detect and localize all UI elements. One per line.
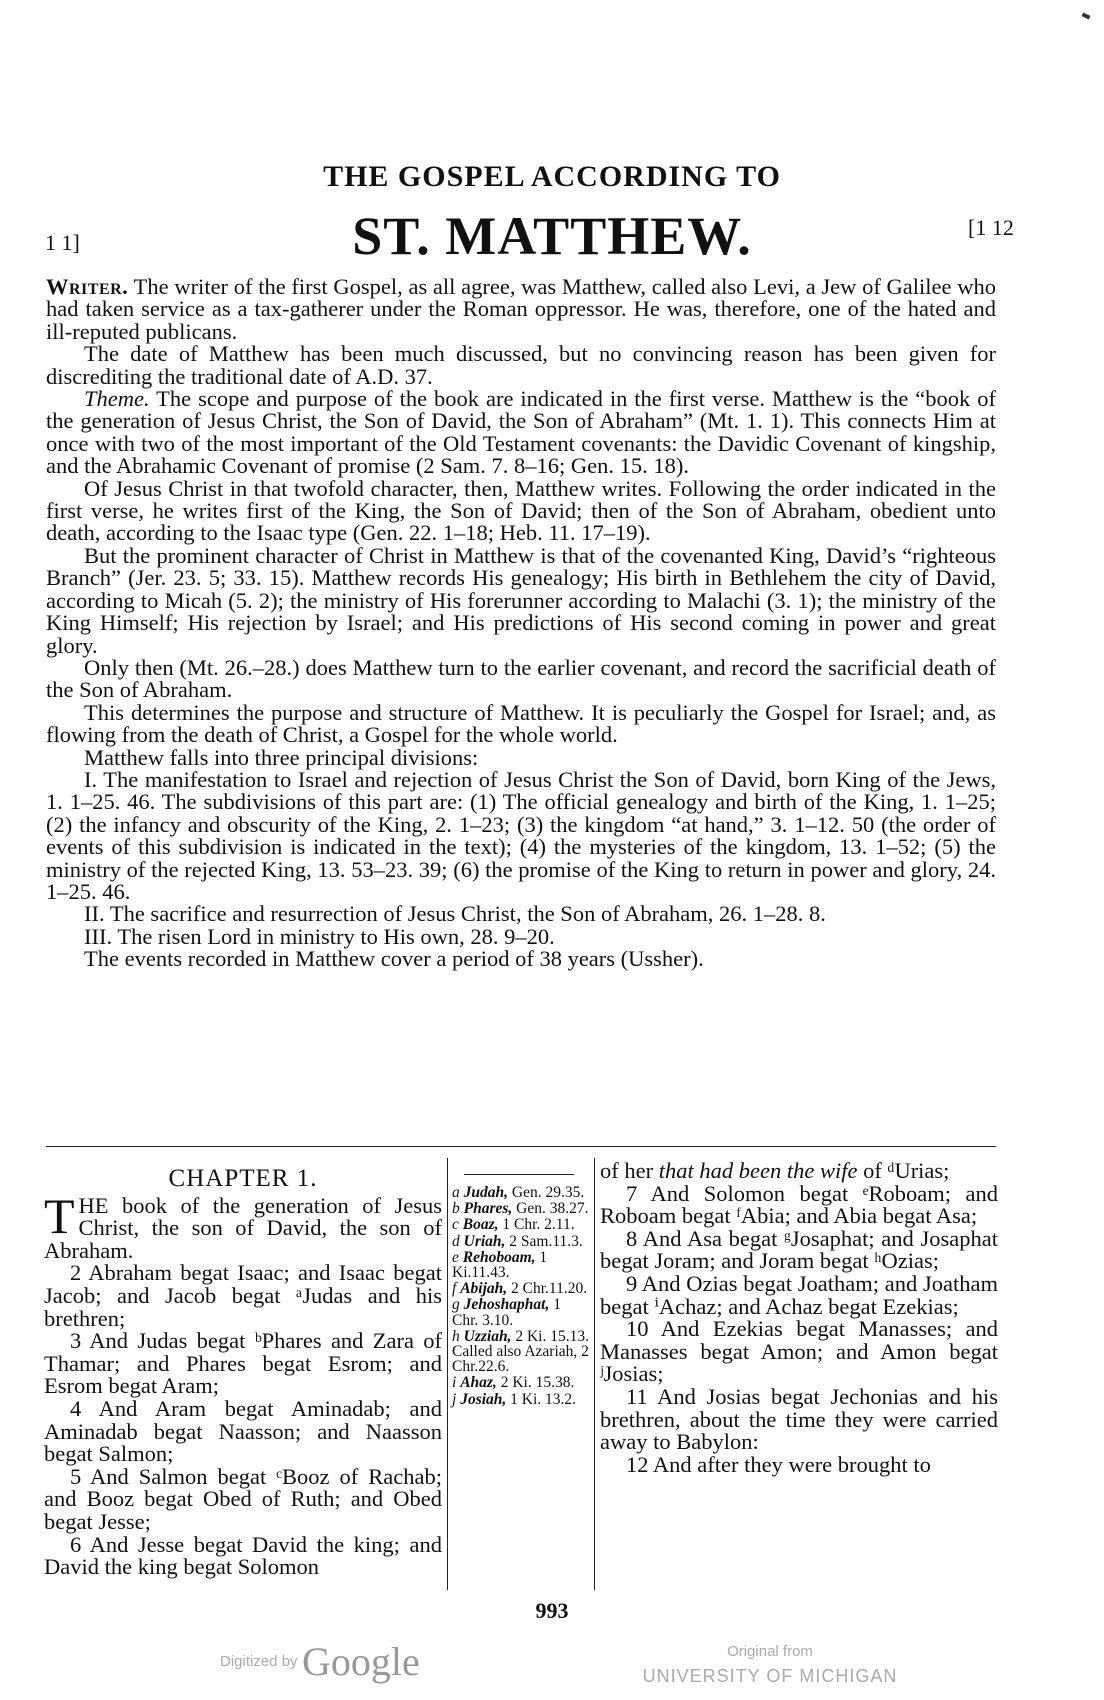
digitized-watermark (220, 1638, 420, 1685)
intro-paragraph: This determines the purpose and structure of Matthew. It is peculiarly the Gospel for Israel; and, as flowing from the death of Christ, a Gospel for the whole world. (46, 699, 996, 748)
note-marker: g (452, 1296, 460, 1314)
reference-note (452, 1281, 590, 1296)
scripture-column-right (600, 1160, 998, 1476)
reference-note (452, 1217, 590, 1232)
note-marker: c (452, 1216, 459, 1234)
book-title: ST. MATTHEW. (352, 206, 752, 266)
verse-5: 5 And Salmon begat ᶜBooz of Rachab; and Booz begat Obed of Ruth; and Obed begat Jesse; (44, 1463, 442, 1534)
header-ref-left: 1 1] (45, 230, 80, 255)
note-reference: 2 Ki. 15.13. Called also Azariah, 2 Chr.22.6. (452, 1327, 589, 1376)
note-name: Boaz, (462, 1216, 499, 1234)
note-reference: 1 Chr. 3.10. (452, 1296, 561, 1329)
note-marker: d (452, 1232, 460, 1250)
intro-writer (46, 276, 996, 343)
intro-paragraph: But the prominent character of Christ in Matthew is that of the covenanted King, David’s “righteous Branch” (Jer. 23. 5; 33. 15). Matthew records His genealogy; His birth in Bethlehem the city of David, according to Micah (5. 2); the ministry of His forerunner according to Malachi (3. 1); the ministry of the King Himself; His rejection by Israel; and His predictions of His second coming in power and great glory. (46, 542, 996, 658)
google-logo: Google (302, 1639, 420, 1684)
corner-mark (1082, 12, 1091, 19)
intro-paragraph: Only then (Mt. 26.–28.) does Matthew turn to the earlier covenant, and record the sacrificial death of the Son of Abraham. (46, 654, 996, 703)
theme-label: Theme. (84, 386, 150, 412)
reference-notes (452, 1185, 590, 1407)
note-reference: Gen. 38.27. (516, 1200, 589, 1218)
header-top-line: THE GOSPEL ACCORDING TO (323, 160, 781, 193)
note-marker: h (452, 1327, 460, 1345)
header-ref-right: [1 12 (968, 215, 1014, 240)
origin-watermark (640, 1640, 900, 1688)
division-three: III. The risen Lord in ministry to His own, 28. 9–20. (84, 923, 555, 949)
note-marker: e (452, 1248, 459, 1266)
note-marker: j (452, 1390, 457, 1408)
note-marker: a (452, 1184, 460, 1201)
note-marker: b (452, 1200, 460, 1218)
reference-note (452, 1375, 590, 1390)
verse-3: 3 And Judas begat ᵇPhares and Zara of Thamar; and Phares begat Esrom; and Esrom begat Aram; (44, 1328, 442, 1399)
note-name: Ahaz, (460, 1374, 497, 1392)
reference-note (452, 1185, 590, 1200)
note-marker: f (452, 1280, 457, 1298)
note-name: Uzziah, (463, 1327, 512, 1345)
note-name: Uriah, (463, 1232, 506, 1250)
intro-paragraph: Matthew falls into three principal divisions: (84, 744, 479, 770)
division-two: II. The sacrifice and resurrection of Jesus Christ, the Son of Abraham, 26. 1–28. 8. (84, 901, 826, 927)
intro-paragraph: Of Jesus Christ in that twofold character, then, Matthew writes. Following the order indicated in the first verse, he writes first of the King, the Son of David; then of the Son of Abraham, obedient unto death, according to the Isaac type (Gen. 22. 1–18; Heb. 11. 17–19). (46, 475, 996, 546)
reference-column (452, 1162, 590, 1408)
verse-7: 7 And Solomon begat ᵉRoboam; and Roboam begat ᶠAbia; and Abia begat Asa; (600, 1180, 998, 1229)
scripture-column-left (44, 1160, 442, 1579)
drop-cap: T (44, 1187, 75, 1244)
verse-2: 2 Abraham begat Isaac; and Isaac begat Jacob; and Jacob begat ᵃJudas and his brethren; (44, 1260, 442, 1331)
note-reference: 1 Chr. 2.11. (502, 1216, 575, 1234)
theme-text: The scope and purpose of the book are indicated in the first verse. Matthew is the “book of the generation of Jesus Christ, the Son of David, the Son of Abraham” (Mt. 1. 1). This connects Him at once with two of the most important of the Old Testament covenants: the Davidic Covenant of kingship, and the Abrahamic Covenant of promise (2 Sam. 7. 8–16; Gen. 15. 18). (46, 386, 996, 479)
intro-theme (46, 388, 996, 478)
reference-note (452, 1250, 590, 1280)
verse-6: 6 And Jesse begat David the king; and David the king begat Solomon (44, 1531, 442, 1580)
verse-11: 11 And Josias begat Jechonias and his brethren, about the time they were carried away to Babylon: (600, 1383, 998, 1455)
note-name: Rehoboam, (462, 1248, 536, 1266)
note-name: Abijah, (460, 1280, 508, 1298)
verse-8: 8 And Asa begat ᵍJosaphat; and Josaphat begat Joram; and Joram begat ʰOzias; (600, 1225, 998, 1274)
reference-note (452, 1392, 590, 1407)
note-name: Phares, (463, 1200, 513, 1218)
verse-10: 10 And Ezekias begat Manasses; and Manasses begat Amon; and Amon begat ʲJosias; (600, 1316, 998, 1387)
note-reference: 2 Ki. 15.38. (500, 1374, 575, 1392)
note-name: Jehoshaphat, (463, 1296, 550, 1314)
chapter-heading: CHAPTER 1. (168, 1165, 318, 1192)
note-reference: 1 Ki.11.43. (452, 1248, 548, 1282)
verse-4: 4 And Aram begat Aminadab; and Aminadab begat Naasson; and Naasson begat Salmon; (44, 1395, 442, 1467)
introduction (46, 276, 996, 971)
note-marker: i (452, 1374, 457, 1392)
verse-12: 12 And after they were brought to (626, 1451, 931, 1477)
reference-note (452, 1329, 590, 1375)
column-divider-left (447, 1158, 448, 1590)
page-number: 993 (535, 1598, 569, 1623)
note-reference: Gen. 29.35. (511, 1184, 585, 1201)
digitized-by-label: Digitized by (220, 1653, 298, 1670)
reference-note (452, 1297, 590, 1327)
verse-1: THE book of the generation of Jesus Christ, the son of David, the son of Abraham. (44, 1187, 442, 1263)
note-name: Judah, (463, 1184, 508, 1201)
note-reference: 2 Sam.11.3. (509, 1232, 583, 1250)
note-name: Josiah, (460, 1390, 507, 1408)
writer-label: Writer. (46, 274, 129, 299)
reference-note (452, 1234, 590, 1249)
verse-9: 9 And Ozias begat Joatham; and Joatham begat ⁱAchaz; and Achaz begat Ezekias; (600, 1270, 998, 1319)
verse-6-continued: of her that had been the wife of ᵈUrias; (600, 1158, 950, 1183)
intro-date: The date of Matthew has been much discussed, but no convincing reason has been given for discrediting the traditional date of A.D. 37. (46, 341, 996, 389)
institution-name: UNIVERSITY OF MICHIGAN (642, 1666, 898, 1686)
division-one: I. The manifestation to Israel and rejection of Jesus Christ the Son of David, born King of the Jews, 1. 1–25. 46. The subdivisions of this part are: (1) The official genealogy and birth of the King, 1. 1–25; (2) the infancy and obscurity of the King, 2. 1–23; (3) the kingdom “at hand,” 3. 1–12. 50 (the order of events of this subdivision is indicated in the text); (4) the mysteries of the kingdom, 13. 1–52; (5) the ministry of the rejected King, 13. 53–23. 39; (6) the promise of the King to return in power and glory, 24. 1–25. 46. (46, 766, 996, 904)
reference-rule (464, 1174, 574, 1175)
intro-paragraph: The events recorded in Matthew cover a period of 38 years (Ussher). (84, 946, 704, 972)
column-divider-right (594, 1158, 595, 1590)
reference-note (452, 1201, 590, 1216)
writer-text: The writer of the first Gospel, as all agree, was Matthew, called also Levi, a Jew of Galilee who had taken service as a tax-gatherer under the Roman oppressor. He was, therefore, one of the hated and ill-reputed publicans. (46, 274, 996, 344)
original-from-label: Original from (727, 1643, 813, 1660)
note-reference: 2 Chr.11.20. (511, 1280, 588, 1298)
note-reference: 1 Ki. 13.2. (510, 1390, 577, 1408)
section-divider (46, 1146, 996, 1147)
